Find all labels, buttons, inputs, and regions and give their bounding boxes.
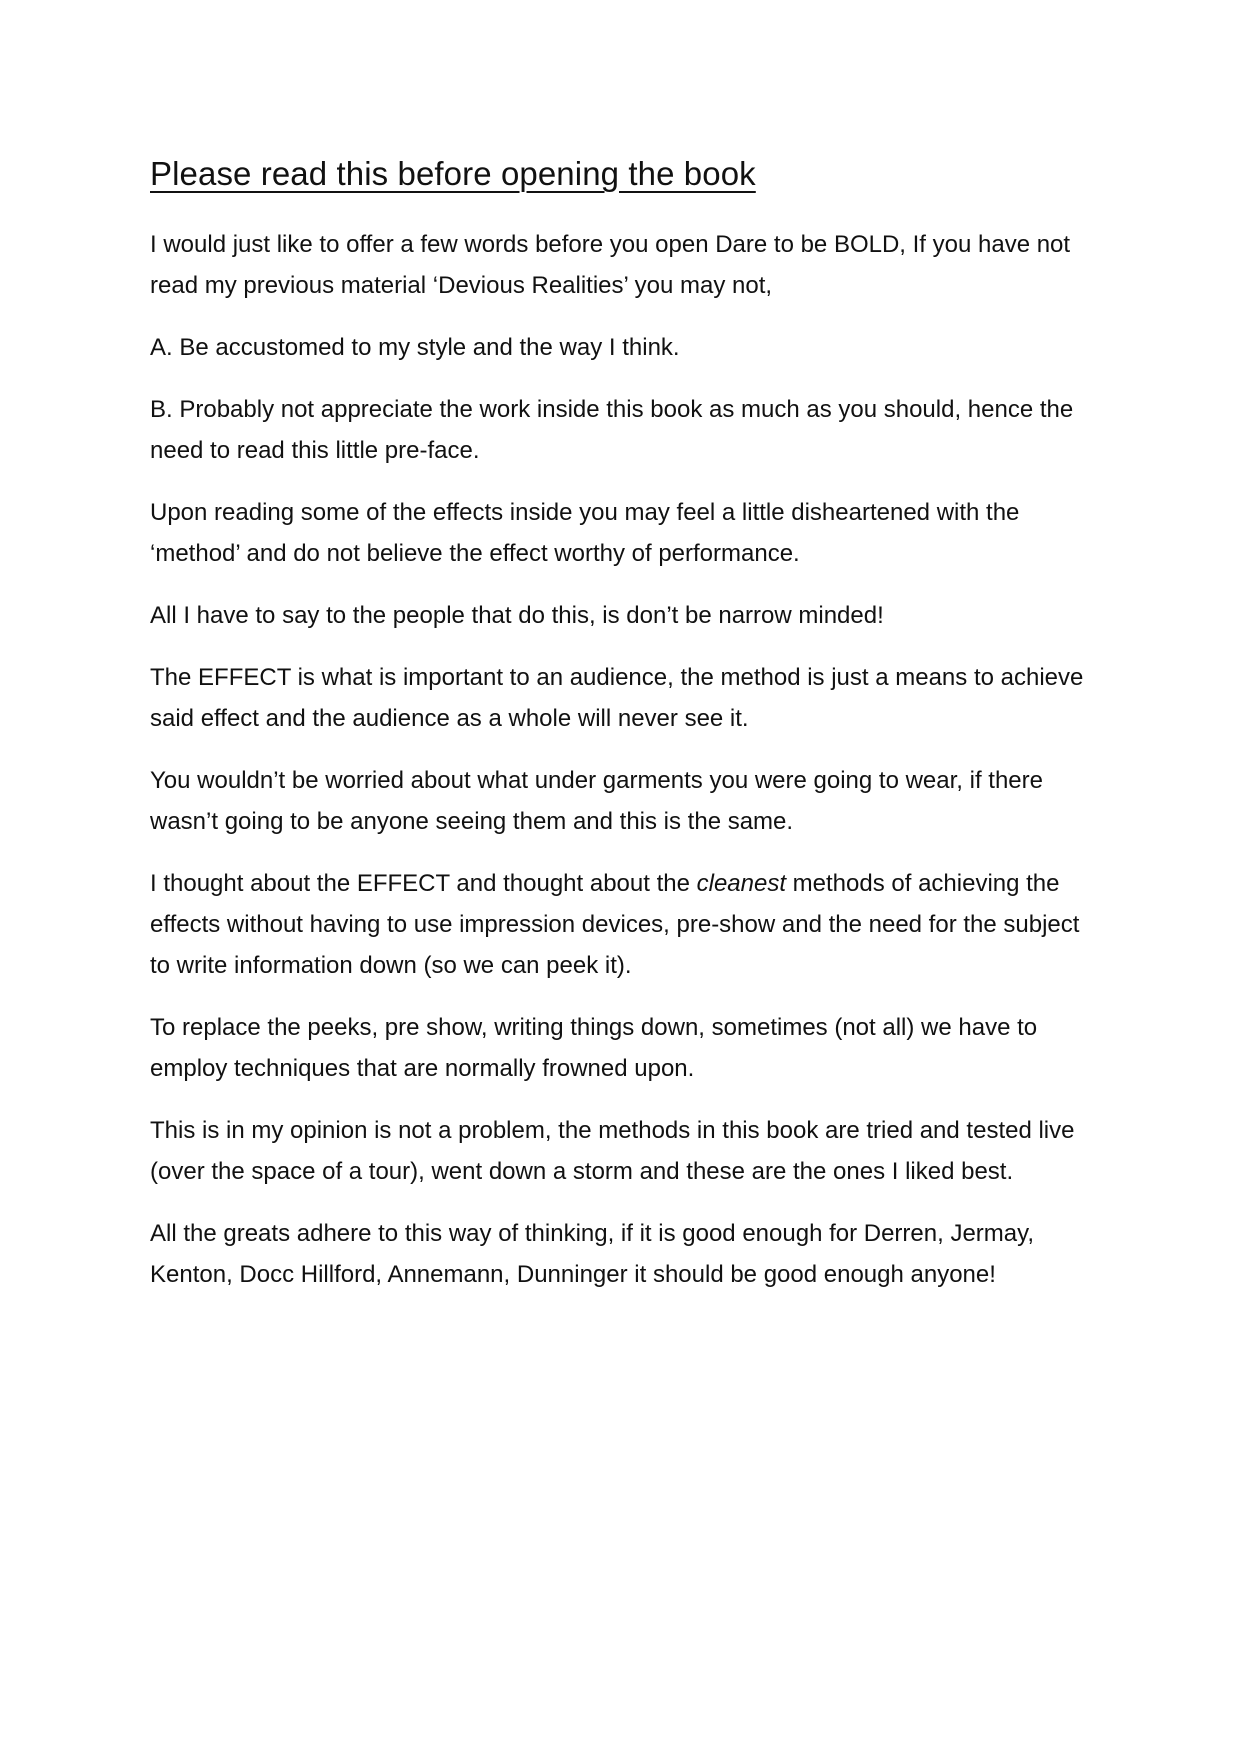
page-title: Please read this before opening the book <box>150 155 756 192</box>
document-page <box>150 150 1100 1316</box>
paragraph-replace-peeks: To replace the peeks, pre show, writing things down, sometimes (not all) we have to employ techniques that are normally frowned upon. <box>150 1014 1038 1082</box>
paragraph-narrow-minded: All I have to say to the people that do this, is don’t be narrow minded! <box>150 602 884 629</box>
cleanest-emphasis: cleanest <box>696 870 786 897</box>
paragraph-point-a: A. Be accustomed to my style and the way I think. <box>150 334 680 361</box>
cleanest-before-text: I thought about the EFFECT and thought about the <box>150 870 697 897</box>
paragraph-point-b: B. Probably not appreciate the work inside this book as much as you should, hence the need to read this little pre-face. <box>150 396 1074 464</box>
paragraph-under-garments: You wouldn’t be worried about what under garments you were going to wear, if there wasn’t going to be anyone seeing them and this is the same. <box>150 767 1043 835</box>
paragraph-intro: I would just like to offer a few words before you open Dare to be BOLD, If you have not read my previous material ‘Devious Realities’ you may not, <box>150 231 1071 299</box>
paragraph-effect-importance: The EFFECT is what is important to an audience, the method is just a means to achieve said effect and the audience as a whole will never see it. <box>150 664 1084 732</box>
cleanest-after-text: methods of achieving the effects without having to use impression devices, pre-show and the need for the subject to write information down (so we can peek it). <box>150 870 1080 979</box>
paragraph-greats: All the greats adhere to this way of thinking, if it is good enough for Derren, Jermay, Kenton, Docc Hillford, Annemann, Dunninger it should be good enough anyone! <box>150 1220 1035 1288</box>
paragraph-cleanest-methods <box>150 863 1100 986</box>
paragraph-not-a-problem: This is in my opinion is not a problem, the methods in this book are tried and tested live (over the space of a tour), went down a storm and these are the ones I liked best. <box>150 1117 1075 1185</box>
paragraph-disheartened: Upon reading some of the effects inside you may feel a little disheartened with the ‘method’ and do not believe the effect worthy of performance. <box>150 499 1020 567</box>
